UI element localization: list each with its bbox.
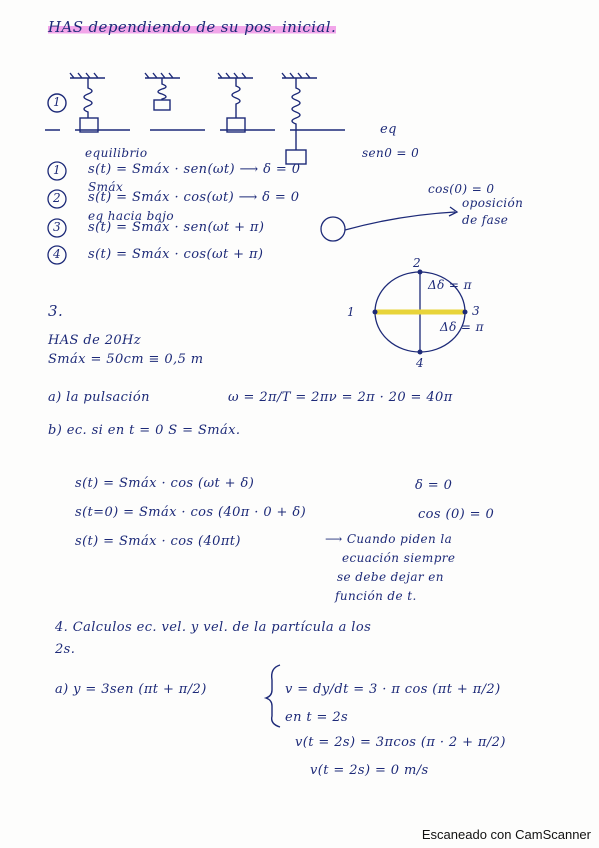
problem-4-velocity-equation: v = dy/dt = 3 · π cos (πt + π/2) bbox=[285, 682, 501, 697]
phase-diff-top: Δδ = π bbox=[428, 278, 472, 292]
problem-4-line1: 4. Calculos ec. vel. y vel. de la partícula a los bbox=[55, 620, 372, 635]
spring-marker: 1 bbox=[53, 95, 62, 109]
case-2-equation: s(t) = Smáx · cos(ωt) ⟶ δ = 0 bbox=[88, 190, 300, 205]
problem-3-comment-1: ⟶ Cuando piden la bbox=[325, 532, 453, 546]
problem-3-comment-2: ecuación siempre bbox=[342, 551, 456, 565]
problem-4-v2: v(t = 2s) = 3πcos (π · 2 + π/2) bbox=[295, 735, 506, 750]
problem-3-s2-note: cos (0) = 0 bbox=[418, 507, 495, 522]
page-title: HAS dependiendo de su pos. inicial. bbox=[48, 18, 337, 36]
de-fase-label: de fase bbox=[462, 213, 509, 227]
problem-3-a-equation: ω = 2π/T = 2πν = 2π · 20 = 40π bbox=[228, 390, 453, 405]
problem-4-a-equation: a) y = 3sen (πt + π/2) bbox=[55, 682, 207, 697]
circle-point-4: 4 bbox=[416, 356, 425, 370]
camscanner-watermark: Escaneado con CamScanner bbox=[421, 827, 591, 842]
problem-3-line1: HAS de 20Hz bbox=[48, 333, 142, 348]
problem-3-s2: s(t=0) = Smáx · cos (40π · 0 + δ) bbox=[75, 505, 307, 520]
case-4-equation: s(t) = Smáx · cos(ωt + π) bbox=[88, 247, 264, 262]
sen-note: sen0 = 0 bbox=[362, 146, 420, 160]
eq-abajo-label: eq hacia bajo bbox=[88, 209, 174, 223]
case-1-equation: s(t) = Smáx · sen(ωt) ⟶ δ = 0 bbox=[88, 162, 301, 177]
problem-3-s3: s(t) = Smáx · cos (40πt) bbox=[75, 534, 241, 549]
case-1-number: 1 bbox=[53, 163, 62, 177]
case-3-number: 3 bbox=[53, 220, 62, 234]
phase-diff-bottom: Δδ = π bbox=[440, 320, 484, 334]
problem-3-line2: Smáx = 50cm ≡ 0,5 m bbox=[48, 352, 204, 367]
problem-3-comment-4: función de t. bbox=[335, 589, 417, 603]
problem-4-v3: v(t = 2s) = 0 m/s bbox=[310, 763, 429, 778]
problem-3-s1: s(t) = Smáx · cos (ωt + δ) bbox=[75, 476, 255, 491]
circle-point-1: 1 bbox=[347, 305, 356, 319]
oposicion-label: oposición bbox=[462, 196, 524, 210]
cos-note: cos(0) = 0 bbox=[428, 182, 495, 196]
case-3-equation: s(t) = Smáx · sen(ωt + π) bbox=[88, 220, 265, 235]
case-2-number: 2 bbox=[53, 191, 62, 205]
circle-point-3: 3 bbox=[472, 304, 481, 318]
problem-4-time: en t = 2s bbox=[285, 710, 349, 725]
problem-3-number: 3. bbox=[48, 302, 64, 320]
problem-3-a-label: a) la pulsación bbox=[48, 390, 150, 405]
problem-3-b-label: b) ec. si en t = 0 S = Smáx. bbox=[48, 423, 241, 438]
problem-4-line2: 2s. bbox=[55, 642, 76, 657]
circle-point-2: 2 bbox=[413, 256, 422, 270]
smax-label: Smáx bbox=[88, 180, 124, 194]
equilibrio-label: equilibrio bbox=[85, 146, 148, 160]
case-4-number: 4 bbox=[53, 247, 62, 261]
eq-label: eq bbox=[380, 122, 397, 137]
problem-3-s1-note: δ = 0 bbox=[415, 478, 453, 493]
problem-3-comment-3: se debe dejar en bbox=[337, 570, 444, 584]
